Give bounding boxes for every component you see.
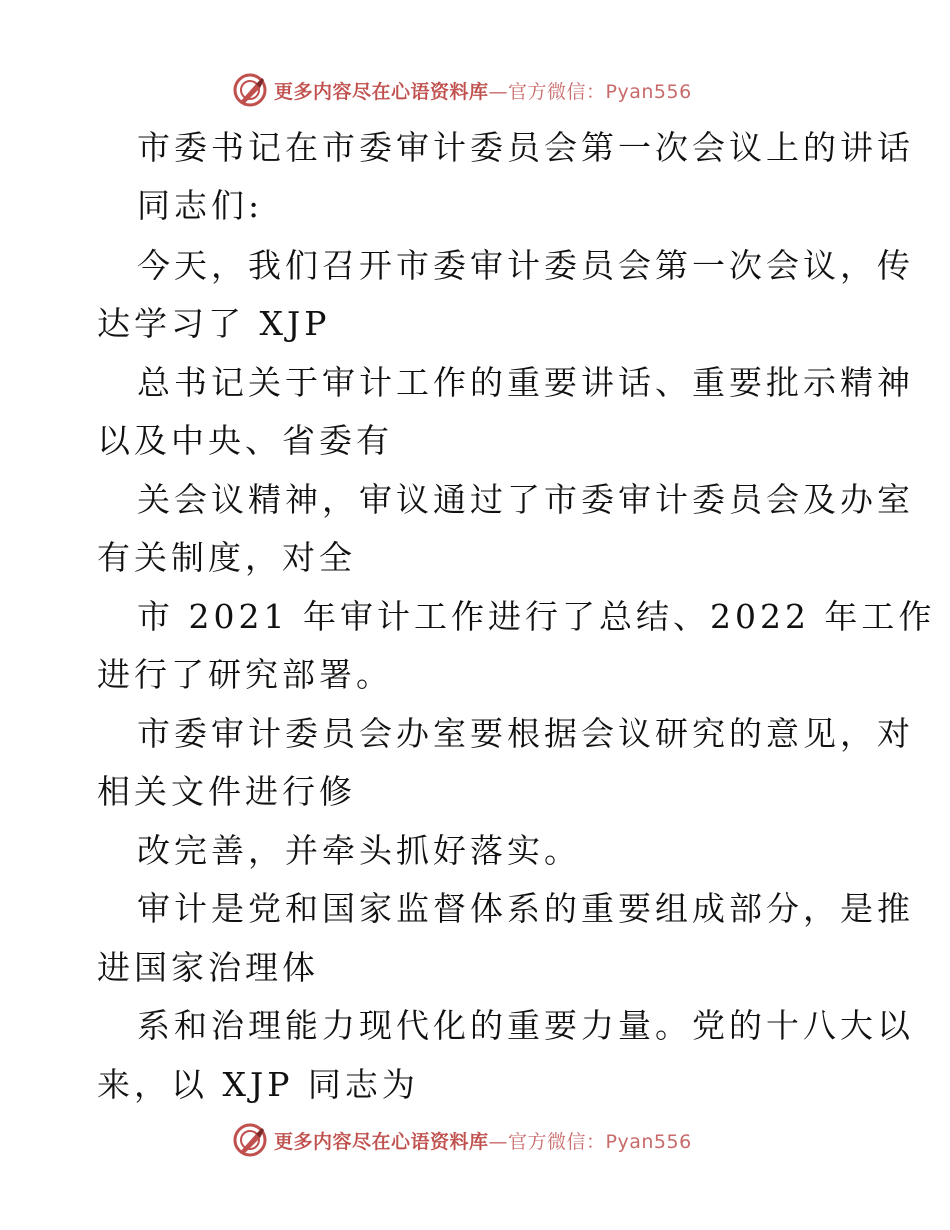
doc-line: 以及中央、省委有 [97,421,393,460]
doc-line: 系和治理能力现代化的重要力量。党的十八大以 [137,1006,914,1045]
doc-line: 相关文件进行修 [97,772,356,811]
watermark-footer [232,1122,692,1158]
doc-line: 来，以 XJP 同志为 [97,1065,419,1104]
pen-logo-icon [232,1122,268,1158]
doc-line: 今天，我们召开市委审计委员会第一次会议，传 [137,246,914,285]
watermark-bold: 更多内容尽在心语资料库 [274,1130,489,1153]
doc-line: 进国家治理体 [97,948,319,987]
doc-line: 达学习了 XJP [97,304,331,343]
watermark-rest: —官方微信：Pyan556 [488,80,692,103]
doc-line: 关会议精神，审议通过了市委审计委员会及办室 [137,480,914,519]
watermark-text [274,1127,692,1154]
doc-line: 市 2021 年审计工作进行了总结、2022 年工作 [137,597,936,636]
document-title: 市委书记在市委审计委员会第一次会议上的讲话 [137,128,914,167]
doc-line: 总书记关于审计工作的重要讲话、重要批示精神 [137,363,914,402]
watermark-rest: —官方微信：Pyan556 [488,1130,692,1153]
doc-line: 改完善，并牵头抓好落实。 [137,831,581,870]
doc-line: 审计是党和国家监督体系的重要组成部分，是推 [137,889,914,928]
watermark-text [274,77,692,104]
doc-line: 进行了研究部署。 [97,655,393,694]
pen-logo-icon [232,72,268,108]
doc-line: 市委审计委员会办室要根据会议研究的意见，对 [137,714,914,753]
doc-line: 同志们: [137,186,264,225]
doc-line: 有关制度，对全 [97,538,356,577]
watermark-bold: 更多内容尽在心语资料库 [274,80,489,103]
watermark-header [232,72,692,108]
